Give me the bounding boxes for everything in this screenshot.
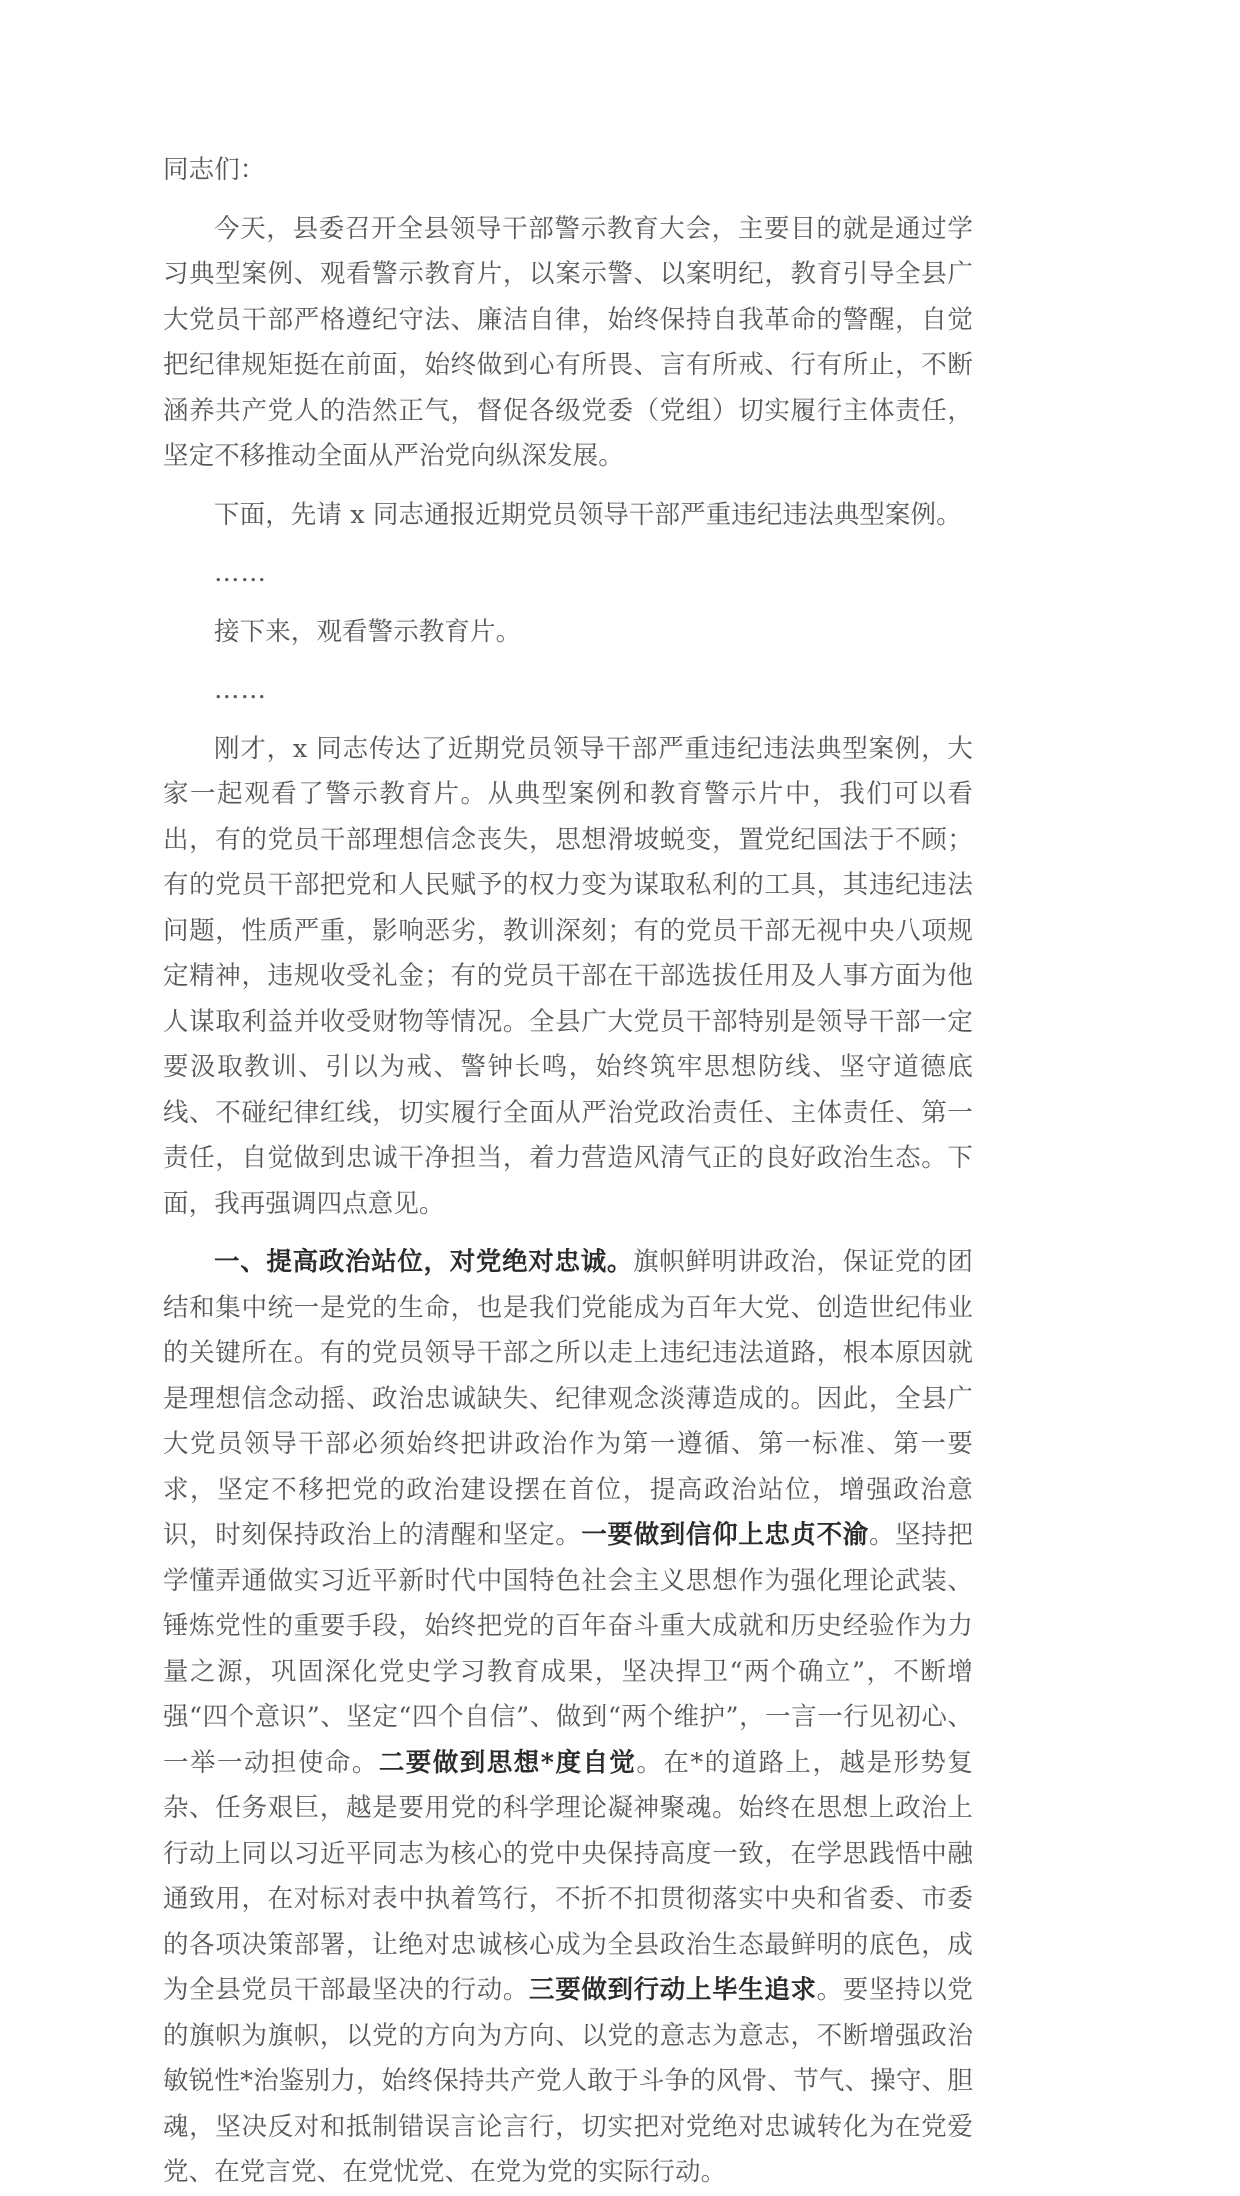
section-one-run-3: 。在*的道路上，越是形势复杂、任务艰巨，越是要用党的科学理论凝神聚魂。始终在思想上政治上行动上同以习近平同志为核心的党中央保持高度一致，在学思践悟中融通致用，在对标对表中执着笃行，不折不扣贯彻落实中央和省委、市委的各项决策部署，让绝对忠诚核心成为全县政治生态最鲜明的底色，成为全县党员干部最坚决的行动。 — [163, 1747, 973, 2005]
section-one-run-1: 旗帜鲜明讲政治，保证党的团结和集中统一是党的生命，也是我们党能成为百年大党、创造世纪伟业的关键所在。有的党员领导干部之所以走上违纪违法道路，根本原因就是理想信念动摇、政治忠诚缺失、纪律观念淡薄造成的。因此，全县广大党员领导干部必须始终把讲政治作为第一遵循、第一标准、第一要求，坚定不移把党的政治建设摆在首位，提高政治站位，增强政治意识，时刻保持政治上的清醒和坚定。 — [163, 1247, 973, 1550]
section-one-paragraph — [163, 1240, 973, 2196]
section-one-heading: 一、提高政治站位，对党绝对忠诚。 — [214, 1247, 634, 1277]
section-one-run-2: 。坚持把学懂弄通做实习近平新时代中国特色社会主义思想作为强化理论武装、锤炼党性的重要手段，始终把党的百年奋斗重大成就和历史经验作为力量之源，巩固深化党史学习教育成果，坚决捍卫“两个确立”，不断增强“四个意识”、坚定“四个自信”、做到“两个维护”，一言一行见初心、一举一动担使命。 — [163, 1520, 973, 1778]
section-one-subheading-2: 二要做到思想*度自觉 — [378, 1747, 637, 1778]
paragraph-review: 刚才，x 同志传达了近期党员领导干部严重违纪违法典型案例，大家一起观看了警示教育片。从典型案例和教育警示片中，我们可以看出，有的党员干部理想信念丧失，思想滑坡蜕变，置党纪国法于不顾；有的党员干部把党和人民赋予的权力变为谋取私利的工具，其违纪违法问题，性质严重，影响恶劣，教训深刻；有的党员干部无视中央八项规定精神，违规收受礼金；有的党员干部在干部选拔任用及人事方面为他人谋取利益并收受财物等情况。全县广大党员干部特别是领导干部一定要汲取教训、引以为戒、警钟长鸣，始终筑牢思想防线、坚守道德底线、不碰纪律红线，切实履行全面从严治党政治责任、主体责任、第一责任，自觉做到忠诚干净担当，着力营造风清气正的良好政治生态。下面，我再强调四点意见。 — [163, 733, 973, 1219]
section-one-run-4: 。要坚持以党的旗帜为旗帜，以党的方向为方向、以党的意志为意志，不断增强政治敏锐性*治鉴别力，始终保持共产党人敢于斗争的风骨、节气、操守、胆魂，坚决反对和抵制错误言论言行，切实把对党绝对忠诚转化为在党爱党、在党言党、在党忧党、在党为党的实际行动。 — [163, 1975, 973, 2187]
paragraph-watch-film: 接下来，观看警示教育片。 — [214, 616, 522, 647]
document-body — [163, 148, 973, 2196]
paragraph-ellipsis-first: …… — [214, 558, 267, 588]
section-one-subheading-3: 三要做到行动上毕生追求 — [529, 1975, 817, 2005]
salutation: 同志们： — [163, 155, 266, 185]
paragraph-opening: 今天，县委召开全县领导干部警示教育大会，主要目的就是通过学习典型案例、观看警示教育片，以案示警、以案明纪，教育引导全县广大党员干部严格遵纪守法、廉洁自律，始终保持自我革命的警醒，自觉把纪律规矩挺在前面，始终做到心有所畏、言有所戒、行有所止，不断涵养共产党人的浩然正气，督促各级党委（党组）切实履行主体责任，坚定不移推动全面从严治党向纵深发展。 — [163, 213, 973, 471]
paragraph-ellipsis-second: …… — [214, 675, 267, 705]
paragraph-next-speaker: 下面，先请 x 同志通报近期党员领导干部严重违纪违法典型案例。 — [214, 499, 962, 530]
section-one-subheading-1: 一要做到信仰上忠贞不渝 — [581, 1520, 869, 1550]
